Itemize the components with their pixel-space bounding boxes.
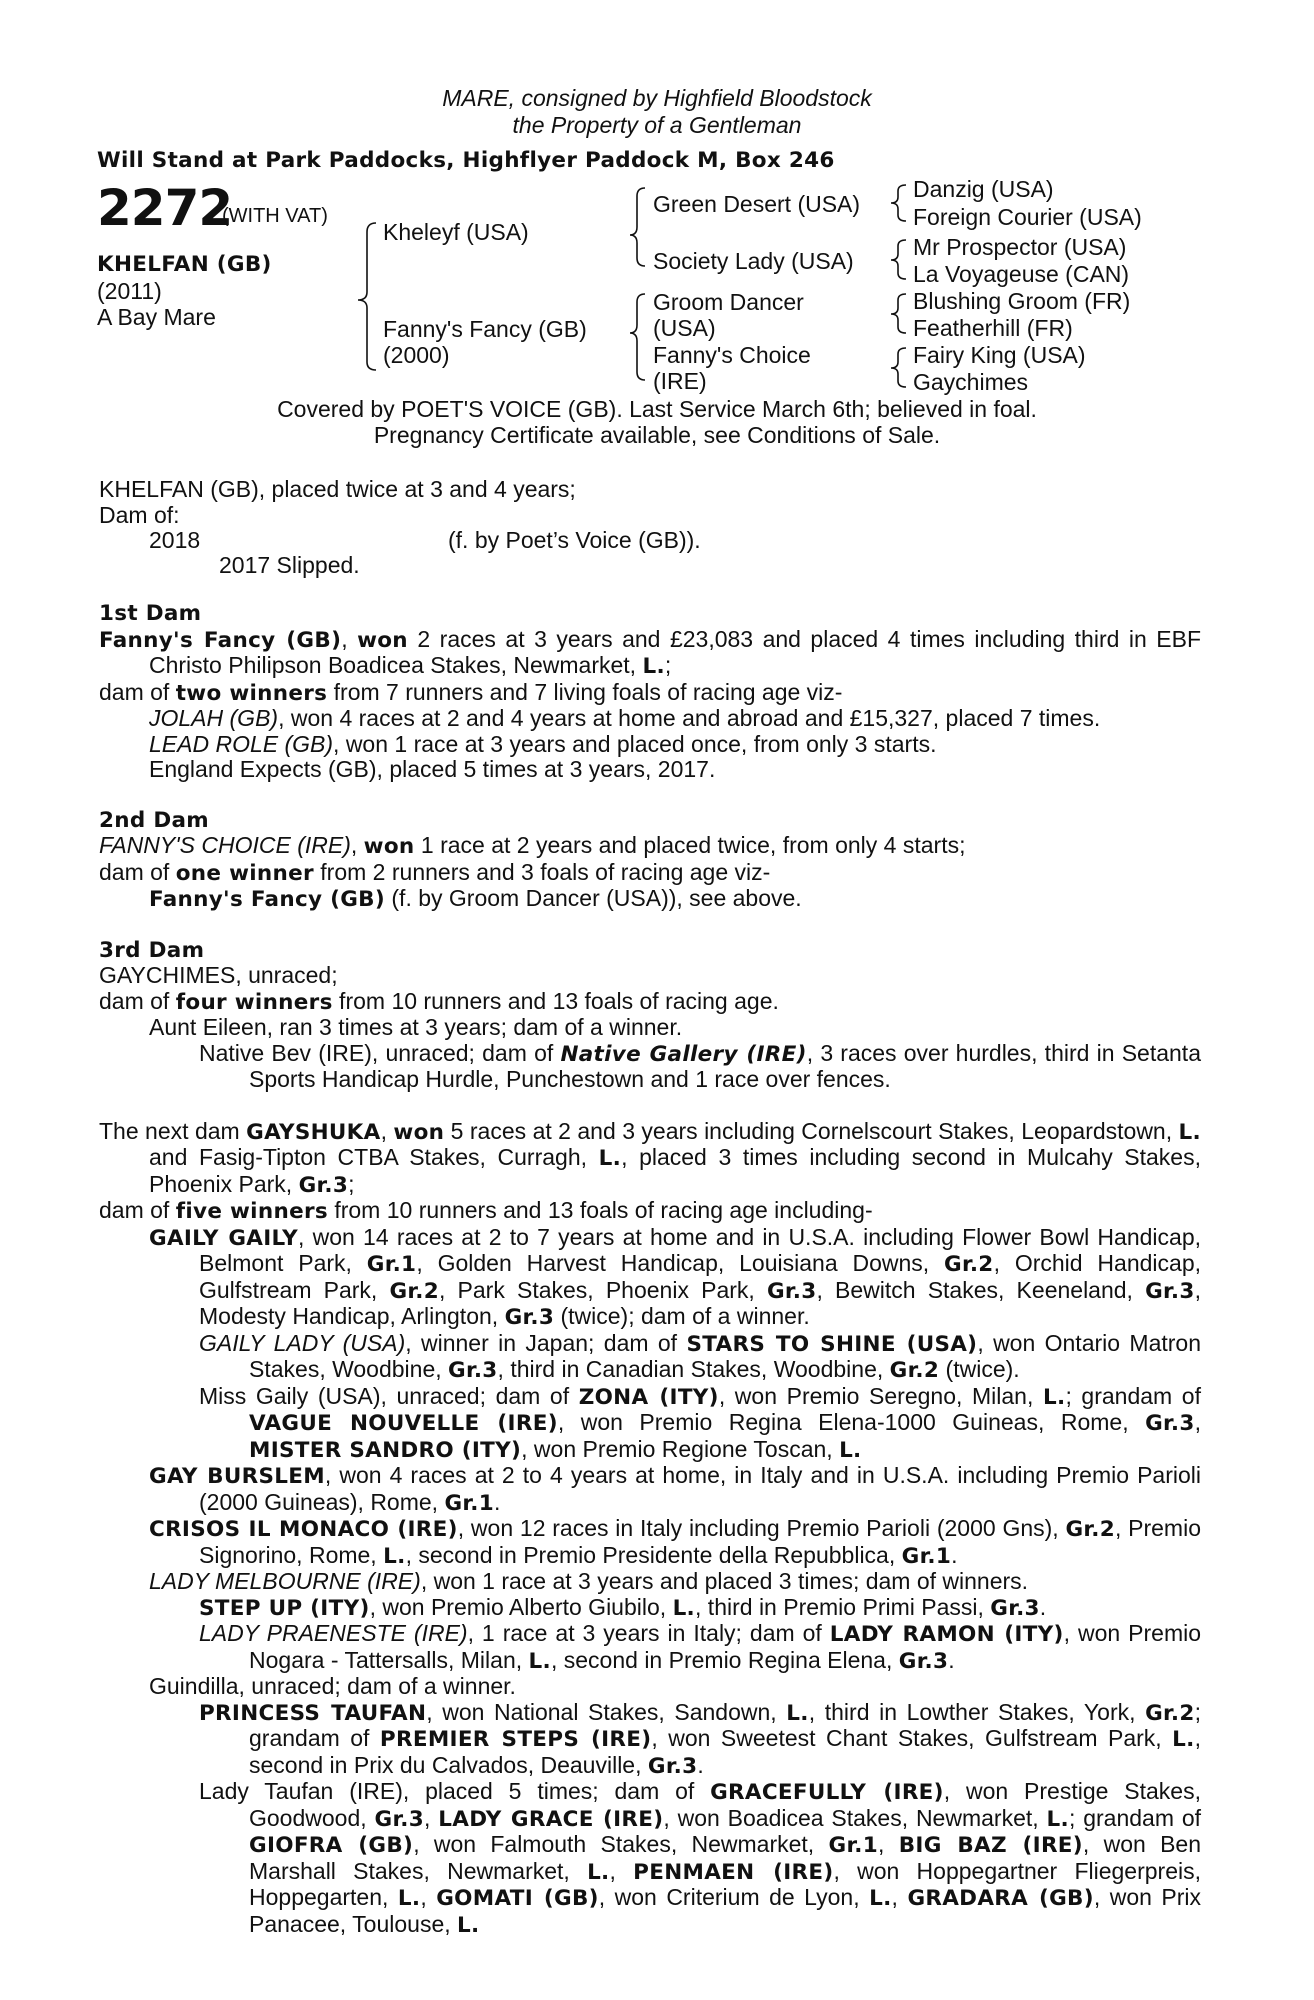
pedigree-sire-sire: Green Desert (USA) (653, 191, 861, 217)
dam2-record: FANNY'S CHOICE (IRE), won 1 race at 2 years and placed twice, from only 4 starts; (99, 832, 966, 859)
dam2-heading: 2nd Dam (99, 807, 209, 833)
offspring-miss-gaily: Miss Gaily (USA), unraced; dam of ZONA (ITY), won Premio Seregno, Milan, L.; grandam of VAGUE NOUVELLE (IRE), won Premio Regina Elena-1000 Guineas, Rome, Gr.3, MISTER SANDRO (ITY), won Premio Regione Toscan, L. (199, 1382, 1201, 1463)
offspring-guindilla: Guindilla, unraced; dam of a winner. (149, 1673, 516, 1699)
pedigree-ggp-8: Gaychimes (913, 369, 1029, 395)
pedigree-dam-dam: Fanny's Choice (653, 342, 811, 368)
offspring-step-up: STEP UP (ITY), won Premio Alberto Giubilo, L., third in Premio Primi Passi, Gr.3. (199, 1593, 1047, 1621)
pedigree-sire: Kheleyf (USA) (383, 219, 529, 245)
pedigree-dam-sire: Groom Dancer (653, 289, 804, 315)
dam1-offspring-3: England Expects (GB), placed 5 times at 3 years, 2017. (149, 756, 716, 782)
dam2-produce-summary: dam of one winner from 2 runners and 3 foals of racing age viz- (99, 858, 771, 886)
offspring-gaily-gaily: GAILY GAILY, won 14 races at 2 to 7 years at home and in U.S.A. including Flower Bowl Handicap, Belmont Park, Gr.1, Golden Harvest Handicap, Louisiana Downs, Gr.2, Orchid Handicap, Gulfstream Park, Gr.2, Park Stakes, Phoenix Park, Gr.3, Bewitch Stakes, Keeneland, Gr.3, Modesty Handicap, Arlington, Gr.3 (twice); dam of a winner. (149, 1223, 1202, 1330)
offspring-lady-taufan: Lady Taufan (IRE), placed 5 times; dam of GRACEFULLY (IRE), won Prestige Stakes, Goodwood, Gr.3, LADY GRACE (IRE), won Boadicea Stakes, Newmarket, L.; grandam of GIOFRA (GB), won Falmouth Stakes, Newmarket, Gr.1, BIG BAZ (IRE), won Ben Marshall Stakes, Newmarket, L., PENMAEN (IRE), won Hoppegartner Fliegerpreis, Hoppegarten, L., GOMATI (GB), won Criterium de Lyon, L., GRADARA (GB), won Prix Panacee, Toulouse, L. (199, 1778, 1202, 1938)
offspring-lady-melbourne: LADY MELBOURNE (IRE), won 1 race at 3 years and placed 3 times; dam of winners. (149, 1568, 1029, 1594)
produce-dam-of: Dam of: (99, 502, 180, 528)
vat-note: (WITH VAT) (222, 205, 328, 227)
pedigree-dam-dam-country: (IRE) (653, 368, 707, 394)
stand-location: Will Stand at Park Paddocks, Highflyer Paddock M, Box 246 (97, 148, 835, 173)
pedigree-ggp-6: Featherhill (FR) (913, 315, 1073, 341)
pedigree-ggp-2: Foreign Courier (USA) (913, 204, 1142, 230)
pregnancy-note: Pregnancy Certificate available, see Conditions of Sale. (373, 422, 941, 448)
pedigree-dam-year: (2000) (383, 342, 450, 368)
offspring-gay-burslem: GAY BURSLEM, won 4 races at 2 to 4 years at home, in Italy and in U.S.A. including Premio Parioli (2000 Guineas), Rome, Gr.1. (149, 1462, 1201, 1516)
pedigree-dam: Fanny's Fancy (GB) (383, 316, 587, 342)
pedigree-ggp-5: Blushing Groom (FR) (913, 288, 1131, 314)
dam3-record: GAYCHIMES, unraced; (99, 962, 338, 988)
family-section (99, 601, 1201, 1938)
dam3-produce-summary: dam of four winners from 10 runners and 13 foals of racing age. (99, 987, 779, 1015)
pedigree-ggp-3: Mr Prospector (USA) (913, 234, 1127, 260)
offspring-lady-praeneste: LADY PRAENESTE (IRE), 1 race at 3 years in Italy; dam of LADY RAMON (ITY), won Premio Nogara - Tattersalls, Milan, L., second in Premio Regina Elena, Gr.3. (199, 1620, 1202, 1674)
lot-number: 2272 (97, 179, 233, 237)
produce-intro: KHELFAN (GB), placed twice at 3 and 4 years; (99, 476, 576, 502)
next-dam-produce-summary: dam of five winners from 10 runners and 13 foals of racing age including- (99, 1197, 873, 1224)
dam1-record: Fanny's Fancy (GB), won 2 races at 3 years and £23,083 and placed 4 times including third in EBF Christo Philipson Boadicea Stakes, Newmarket, L.; (99, 625, 1202, 679)
covering-note: Covered by POET'S VOICE (GB). Last Service March 6th; believed in foal. (277, 396, 1037, 422)
pedigree-sire-dam: Society Lady (USA) (653, 248, 854, 274)
produce-foal-2018: (f. by Poet’s Voice (GB)). (448, 527, 701, 553)
horse-name: KHELFAN (GB) (97, 252, 272, 277)
horse-description: A Bay Mare (97, 304, 216, 330)
horse-year: (2011) (97, 278, 162, 304)
pedigree-ggp-7: Fairy King (USA) (913, 342, 1086, 368)
next-dam-record: The next dam GAYSHUKA, won 5 races at 2 and 3 years including Cornelscourt Stakes, Leopardstown, L. and Fasig-Tipton CTBA Stakes, Curragh, L., placed 3 times including second in Mulcahy Stakes, Phoenix Park, Gr.3; (99, 1117, 1202, 1198)
pedigree-dam-sire-country: (USA) (653, 315, 716, 341)
dam1-heading: 1st Dam (99, 601, 202, 626)
dam1-offspring-1: JOLAH (GB), won 4 races at 2 and 4 years at home and abroad and £15,327, placed 7 times. (149, 705, 1101, 731)
offspring-princess-taufan: PRINCESS TAUFAN, won National Stakes, Sandown, L., third in Lowther Stakes, York, Gr.2; grandam of PREMIER STEPS (IRE), won Sweetest Chant Stakes, Gulfstream Park, L., second in Prix du Calvados, Deauville, Gr.3. (199, 1698, 1202, 1779)
offspring-gaily-lady: GAILY LADY (USA), winner in Japan; dam of STARS TO SHINE (USA), won Ontario Matron Stakes, Woodbine, Gr.3, third in Canadian Stakes, Woodbine, Gr.2 (twice). (199, 1329, 1201, 1383)
dam3-offspring-1: Aunt Eileen, ran 3 times at 3 years; dam of a winner. (149, 1014, 683, 1040)
pedigree-ggp-4: La Voyageuse (CAN) (913, 261, 1130, 287)
pedigree-ggp-1: Danzig (USA) (913, 176, 1054, 202)
produce-year-2018: 2018 (149, 527, 201, 553)
dam1-offspring-2: LEAD ROLE (GB), won 1 race at 3 years and placed once, from only 3 starts. (149, 730, 937, 757)
offspring-crisos-il-monaco: CRISOS IL MONACO (IRE), won 12 races in Italy including Premio Parioli (2000 Gns), Gr.2, Premio Signorino, Rome, L., second in Premio Presidente della Repubblica, Gr.1. (149, 1515, 1201, 1569)
header-consignment: MARE, consigned by Highfield Bloodstock (442, 85, 872, 111)
dam3-heading: 3rd Dam (99, 937, 205, 963)
produce-slipped: 2017 Slipped. (219, 552, 360, 578)
dam2-offspring-1: Fanny's Fancy (GB) (f. by Groom Dancer (USA)), see above. (149, 885, 802, 912)
header-property: the Property of a Gentleman (512, 112, 802, 138)
dam1-produce-summary: dam of two winners from 7 runners and 7 living foals of racing age viz- (99, 678, 843, 706)
dam3-offspring-2: Native Bev (IRE), unraced; dam of Native Gallery (IRE), 3 races over hurdles, third in Setanta Sports Handicap Hurdle, Punchestown and 1 race over fences. (199, 1039, 1201, 1092)
